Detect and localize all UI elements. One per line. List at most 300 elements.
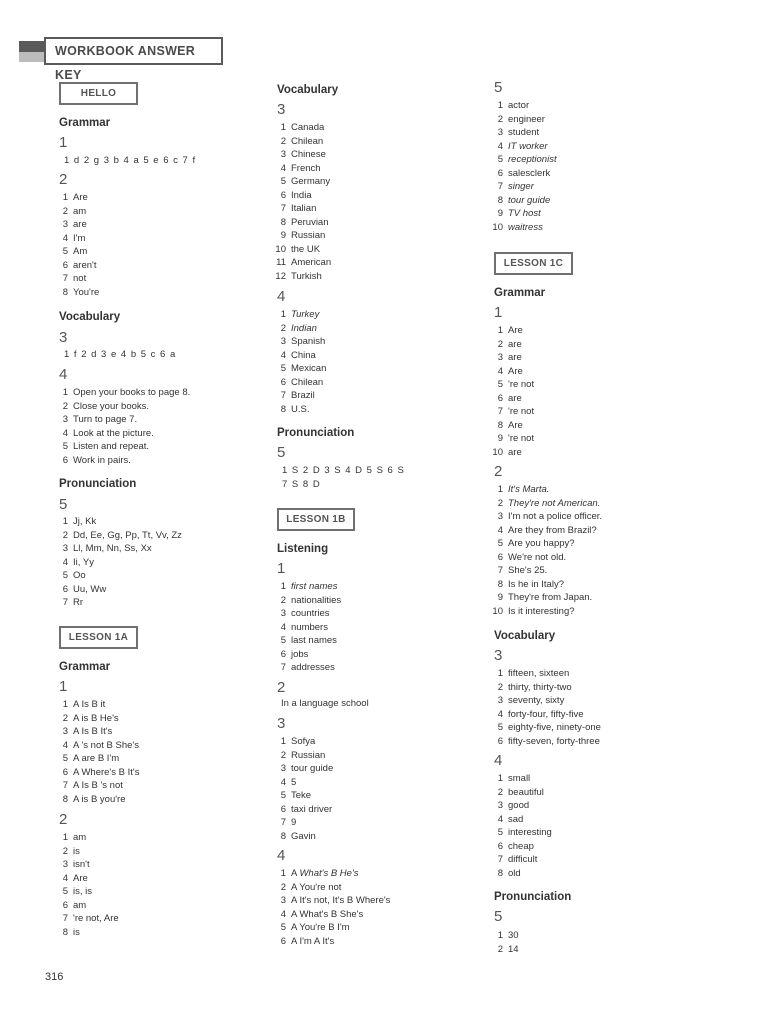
answer-item xyxy=(489,141,548,152)
answer-item-text: Chilean xyxy=(291,376,324,388)
answer-item-text: 're not xyxy=(508,406,535,417)
answer-item xyxy=(489,827,552,838)
answer-item-number: 1 xyxy=(497,100,503,111)
section-lesson-1a: LESSON 1A xyxy=(59,626,138,649)
answer-item-text: last names xyxy=(291,635,337,646)
answer-item xyxy=(272,217,329,228)
answer-item xyxy=(489,579,564,590)
answer-item xyxy=(489,736,600,747)
answer-item-text: forty-four, fifty-five xyxy=(508,708,584,720)
answer-item xyxy=(272,635,337,646)
heading-grammar: Grammar xyxy=(494,287,546,299)
answer-item-text: good xyxy=(508,800,530,811)
answer-item-number: 8 xyxy=(497,419,503,431)
answer-item xyxy=(54,219,87,230)
answer-item-text: first names xyxy=(291,581,338,592)
answer-item-number: 7 xyxy=(497,181,503,192)
answer-item-text: A Is B 's not xyxy=(73,780,123,791)
exercise-number: 3 xyxy=(59,329,68,346)
answer-item xyxy=(54,859,90,870)
answer-item xyxy=(54,233,85,244)
answer-item-number: 3 xyxy=(62,543,68,554)
answer-item-text: are xyxy=(508,446,522,458)
answer-item-number: 8 xyxy=(497,867,503,879)
answer-item-text: Germany xyxy=(291,176,331,187)
answer-item xyxy=(489,854,537,865)
answer-item-number: 3 xyxy=(280,149,286,160)
answer-item xyxy=(54,927,80,938)
answer-item xyxy=(272,895,390,906)
answer-item xyxy=(54,584,106,595)
header-accent-dark xyxy=(19,41,45,52)
answer-item-number: 2 xyxy=(497,943,503,955)
exercise-number: 1 xyxy=(59,134,68,151)
answer-item xyxy=(489,114,545,125)
heading-vocabulary: Vocabulary xyxy=(277,84,339,96)
answer-item-text: beautiful xyxy=(508,786,544,798)
answer-item-text: cheap xyxy=(508,840,534,852)
answer-item-number: 5 xyxy=(280,922,286,933)
answer-item-text: Ii, Yy xyxy=(73,556,94,568)
section-lesson-1c: LESSON 1C xyxy=(494,252,573,275)
answer-item-text: A Is B it xyxy=(73,699,106,710)
answer-item-text: is xyxy=(73,845,80,857)
answer-item-number: 2 xyxy=(280,135,286,147)
answer-item-text: I'm xyxy=(73,232,86,244)
answer-item-number: 8 xyxy=(62,926,68,938)
answer-item-number: 4 xyxy=(497,708,503,720)
answer-item xyxy=(54,387,190,398)
answer-item-text: Dd, Ee, Gg, Pp, Tt, Vv, Zz xyxy=(73,529,182,541)
answer-item-number: 4 xyxy=(280,908,286,920)
answer-item-text: receptionist xyxy=(508,154,557,165)
answer-item xyxy=(489,511,602,522)
answer-item xyxy=(272,271,322,282)
answer-item-number: 5 xyxy=(62,886,68,897)
answer-item xyxy=(489,606,575,617)
answer-item xyxy=(272,136,323,147)
answer-item-text: am xyxy=(73,205,87,217)
answer-item xyxy=(489,339,522,350)
answer-item xyxy=(272,595,341,606)
answer-item xyxy=(54,260,96,271)
answer-item-text: Spanish xyxy=(291,336,326,347)
answer-item-text: addresses xyxy=(291,662,335,673)
answer-item xyxy=(272,190,312,201)
exercise-number: 4 xyxy=(277,288,286,305)
answer-item xyxy=(272,257,331,268)
answer-item xyxy=(54,428,154,439)
answer-item-text: Is it interesting? xyxy=(508,605,575,617)
answer-item-text: Oo xyxy=(73,570,86,581)
answer-item-number: 2 xyxy=(497,113,503,125)
answer-item-text: A are B I'm xyxy=(73,753,120,764)
answer-item-text: Are xyxy=(73,192,88,203)
answer-item xyxy=(54,455,131,466)
answer-item-text: A You're B I'm xyxy=(291,922,350,933)
answer-item-text: old xyxy=(508,867,521,879)
answer-item-number: 6 xyxy=(280,648,286,660)
answer-item xyxy=(489,420,523,431)
answer-item-text: Ll, Mm, Nn, Ss, Xx xyxy=(73,543,152,554)
answer-item xyxy=(489,525,597,536)
answer-item xyxy=(54,441,149,452)
answer-item xyxy=(54,900,86,911)
header-accent-light xyxy=(19,52,45,62)
answer-item-text: Jj, Kk xyxy=(73,516,97,527)
answer-item-number: 7 xyxy=(497,854,503,865)
answer-item-number: 2 xyxy=(497,497,503,509)
answer-item-text: waitress xyxy=(508,221,543,233)
answer-item xyxy=(54,753,119,764)
answer-item-number: 7 xyxy=(280,390,286,401)
answer-item-number: 4 xyxy=(62,232,68,244)
answer-item-number: 1 xyxy=(497,325,503,336)
answer-item xyxy=(272,662,335,673)
answer-item xyxy=(489,406,534,417)
answer-item-number: 10 xyxy=(275,243,286,255)
answer-item-number: 10 xyxy=(492,446,503,458)
answer-item-number: 1 xyxy=(62,192,68,203)
answer-item xyxy=(54,699,105,710)
exercise-number: 2 xyxy=(494,463,503,480)
answer-item-number: 2 xyxy=(497,338,503,350)
answer-item-text: Close your books. xyxy=(73,400,150,412)
answer-line: 1 d 2 g 3 b 4 a 5 e 6 c 7 f xyxy=(64,155,196,166)
answer-item-text: Brazil xyxy=(291,390,315,401)
answer-item-text: A is B He's xyxy=(73,712,119,724)
answer-item-text: Turn to page 7. xyxy=(73,414,138,425)
answer-item-number: 8 xyxy=(280,830,286,842)
answer-item-number: 11 xyxy=(276,257,286,268)
answer-item-text: Am xyxy=(73,246,88,257)
answer-item xyxy=(489,538,575,549)
answer-item xyxy=(489,695,564,706)
answer-item-text: Peruvian xyxy=(291,216,329,228)
answer-item-text: 9 xyxy=(291,817,297,828)
answer-item-number: 9 xyxy=(497,433,503,444)
answer-item-number: 5 xyxy=(497,722,503,733)
answer-item xyxy=(489,787,544,798)
answer-item-text: countries xyxy=(291,608,330,619)
answer-item-number: 5 xyxy=(62,246,68,257)
answer-item xyxy=(272,163,321,174)
answer-item-text: U.S. xyxy=(291,403,310,415)
answer-item-text: engineer xyxy=(508,113,545,125)
answer-item xyxy=(272,149,326,160)
answer-item-text: 're not xyxy=(508,379,535,390)
answer-item xyxy=(54,414,137,425)
answer-item-text: isn't xyxy=(73,859,90,870)
answer-item-number: 3 xyxy=(280,763,286,774)
answer-item xyxy=(54,192,88,203)
answer-item xyxy=(489,366,523,377)
answer-item xyxy=(272,804,332,815)
answer-item-number: 1 xyxy=(497,773,503,784)
answer-item xyxy=(272,882,341,893)
answer-item-text: the UK xyxy=(291,243,321,255)
answer-item-number: 3 xyxy=(497,800,503,811)
answer-item-number: 1 xyxy=(497,668,503,679)
answer-item xyxy=(54,287,99,298)
answer-item-number: 7 xyxy=(280,817,286,828)
answer-item-number: 8 xyxy=(497,194,503,206)
answer-item xyxy=(489,154,557,165)
answer-item-text: Rr xyxy=(73,597,84,608)
answer-item-number: 8 xyxy=(62,793,68,805)
answer-item xyxy=(489,100,529,111)
answer-item xyxy=(272,763,333,774)
answer-item xyxy=(272,363,326,374)
answer-item xyxy=(54,886,92,897)
answer-item xyxy=(272,309,319,320)
answer-item xyxy=(489,552,566,563)
answer-item-text: Teke xyxy=(291,790,312,801)
answer-item-text: tour guide xyxy=(291,763,334,774)
answer-item-number: 4 xyxy=(62,427,68,439)
answer-item xyxy=(489,668,569,679)
answer-item-text: Are xyxy=(508,365,523,377)
answer-item-text: am xyxy=(73,832,87,843)
answer-line: 7 S 8 D xyxy=(282,479,320,490)
heading-vocabulary: Vocabulary xyxy=(59,311,121,323)
answer-item-text: 30 xyxy=(508,930,519,941)
answer-item xyxy=(54,516,96,527)
answer-item xyxy=(489,565,547,576)
answer-item xyxy=(489,773,530,784)
exercise-number: 1 xyxy=(59,678,68,695)
answer-item-number: 10 xyxy=(492,221,503,233)
answer-item xyxy=(272,244,320,255)
answer-item xyxy=(489,195,550,206)
answer-item-text: India xyxy=(291,189,312,201)
answer-item xyxy=(54,873,88,884)
answer-item-number: 5 xyxy=(497,827,503,838)
answer-item-number: 6 xyxy=(62,766,68,778)
answer-item-text: A is B you're xyxy=(73,793,126,805)
answer-item xyxy=(489,181,534,192)
heading-pronunciation: Pronunciation xyxy=(277,427,355,439)
answer-item-text: A Is B It's xyxy=(73,726,113,737)
answer-item xyxy=(272,909,363,920)
answer-item-text: Turkey xyxy=(291,309,320,320)
answer-item-text: student xyxy=(508,127,540,138)
answer-item xyxy=(489,800,529,811)
answer-item-number: 7 xyxy=(62,913,68,924)
answer-item-number: 6 xyxy=(280,935,286,947)
answer-item-number: 4 xyxy=(62,739,68,751)
answer-item-number: 6 xyxy=(497,167,503,179)
answer-item xyxy=(272,336,325,347)
answer-item-text: jobs xyxy=(291,648,309,660)
answer-item-number: 6 xyxy=(280,803,286,815)
answer-item-number: 5 xyxy=(497,379,503,390)
answer-item-text: seventy, sixty xyxy=(508,695,565,706)
answer-item-number: 1 xyxy=(280,581,286,592)
answer-item-number: 3 xyxy=(497,352,503,363)
answer-item-number: 8 xyxy=(62,286,68,298)
answer-item-number: 5 xyxy=(497,154,503,165)
heading-grammar: Grammar xyxy=(59,661,111,673)
answer-item-text: 're not, Are xyxy=(73,913,119,924)
answer-item xyxy=(272,922,350,933)
answer-item xyxy=(272,790,311,801)
answer-item-number: 5 xyxy=(62,441,68,452)
answer-item-number: 1 xyxy=(280,868,286,879)
answer-item-text: is, is xyxy=(73,886,92,897)
answer-item xyxy=(489,484,549,495)
answer-item-number: 3 xyxy=(497,127,503,138)
answer-item-number: 3 xyxy=(280,895,286,906)
answer-item-number: 6 xyxy=(62,259,68,271)
answer-item-text: 5 xyxy=(291,776,297,788)
answer-item-text: Sofya xyxy=(291,736,316,747)
answer-item-text: fifteen, sixteen xyxy=(508,668,570,679)
answer-item-text: Mexican xyxy=(291,363,327,374)
answer-item xyxy=(54,543,152,554)
answer-item xyxy=(489,868,521,879)
answer-item-number: 3 xyxy=(62,859,68,870)
answer-item-text: difficult xyxy=(508,854,538,865)
answer-item xyxy=(54,530,182,541)
answer-item xyxy=(272,122,324,133)
answer-item xyxy=(54,832,86,843)
answer-item-text: Gavin xyxy=(291,830,316,842)
answer-item-number: 5 xyxy=(62,570,68,581)
answer-item-text: Turkish xyxy=(291,270,322,282)
answer-item-text: French xyxy=(291,162,321,174)
answer-item-number: 4 xyxy=(497,365,503,377)
answer-item-number: 9 xyxy=(497,592,503,603)
answer-item-number: 7 xyxy=(62,780,68,791)
answer-item-number: 2 xyxy=(497,681,503,693)
answer-item-number: 3 xyxy=(280,608,286,619)
answer-item-number: 5 xyxy=(280,635,286,646)
answer-item-text: They're from Japan. xyxy=(508,592,593,603)
answer-item-text: tour guide xyxy=(508,194,551,206)
answer-item xyxy=(489,352,522,363)
answer-item-number: 3 xyxy=(280,336,286,347)
answer-item xyxy=(54,740,139,751)
answer-item-number: 7 xyxy=(280,203,286,214)
answer-item-text: Are xyxy=(73,872,88,884)
answer-item xyxy=(272,350,316,361)
answer-item-text: A I'm A It's xyxy=(291,935,335,947)
answer-item xyxy=(272,203,316,214)
answer-item xyxy=(272,176,330,187)
answer-item xyxy=(54,206,86,217)
answer-item xyxy=(489,325,523,336)
answer-item-text: aren't xyxy=(73,259,97,271)
answer-item-text: fifty-seven, forty-three xyxy=(508,735,600,747)
answer-item-text: Indian xyxy=(291,322,317,334)
answer-item-text: are xyxy=(508,392,522,404)
exercise-number: 3 xyxy=(277,101,286,118)
answer-item-text: is xyxy=(73,926,80,938)
answer-item-text: Listen and repeat. xyxy=(73,441,150,452)
answer-item xyxy=(54,767,139,778)
answer-item-number: 4 xyxy=(280,776,286,788)
answer-item-number: 8 xyxy=(497,578,503,590)
answer-item xyxy=(489,379,534,390)
answer-item-number: 4 xyxy=(280,621,286,633)
answer-item-number: 2 xyxy=(62,712,68,724)
answer-item-number: 8 xyxy=(280,403,286,415)
answer-item xyxy=(54,570,86,581)
answer-item-number: 6 xyxy=(497,392,503,404)
answer-item-number: 3 xyxy=(62,726,68,737)
answer-item xyxy=(54,846,80,857)
answer-item-number: 5 xyxy=(280,176,286,187)
answer-item-number: 6 xyxy=(497,551,503,563)
answer-item-number: 2 xyxy=(280,594,286,606)
answer-item-number: 4 xyxy=(497,140,503,152)
answer-item xyxy=(272,230,325,241)
answer-item-number: 3 xyxy=(62,219,68,230)
answer-item xyxy=(272,377,323,388)
answer-item-number: 3 xyxy=(62,414,68,425)
answer-item-text: A What's B She's xyxy=(291,908,364,920)
answer-item xyxy=(489,814,523,825)
answer-item-text: Open your books to page 8. xyxy=(73,387,191,398)
answer-item xyxy=(489,709,584,720)
answer-item-text: Is he in Italy? xyxy=(508,578,564,590)
answer-item-text: A Where's B It's xyxy=(73,766,140,778)
answer-item-text: It's Marta. xyxy=(508,484,550,495)
answer-item-number: 1 xyxy=(280,122,286,133)
section-hello: HELLO xyxy=(59,82,138,105)
answer-item-text: Are you happy? xyxy=(508,538,575,549)
answer-item-text: eighty-five, ninety-one xyxy=(508,722,601,733)
answer-item-number: 2 xyxy=(62,529,68,541)
answer-item-number: 7 xyxy=(497,406,503,417)
answer-item-text: are xyxy=(73,219,87,230)
answer-item xyxy=(54,913,119,924)
answer-item xyxy=(489,208,541,219)
answer-item-number: 4 xyxy=(497,524,503,536)
answer-item-text: sad xyxy=(508,813,524,825)
answer-item xyxy=(54,726,112,737)
answer-item-number: 4 xyxy=(497,813,503,825)
answer-item-text: Are xyxy=(508,325,523,336)
answer-item-text: American xyxy=(291,257,332,268)
answer-item-number: 2 xyxy=(280,881,286,893)
answer-item xyxy=(272,649,308,660)
heading-pronunciation: Pronunciation xyxy=(494,891,572,903)
answer-item-text: A 's not B She's xyxy=(73,739,139,751)
answer-item-number: 4 xyxy=(62,872,68,884)
answer-item-number: 2 xyxy=(62,400,68,412)
answer-item-number: 6 xyxy=(62,583,68,595)
answer-item-text: A What's B He's xyxy=(291,868,359,879)
answer-item-text: interesting xyxy=(508,827,552,838)
answer-item xyxy=(489,447,522,458)
answer-item-text: IT worker xyxy=(508,140,548,152)
answer-item-number: 3 xyxy=(497,695,503,706)
answer-item-text: Uu, Ww xyxy=(73,583,107,595)
answer-item xyxy=(489,841,534,852)
answer-item-number: 1 xyxy=(62,832,68,843)
answer-item xyxy=(272,404,309,415)
answer-item xyxy=(489,930,519,941)
answer-item-number: 10 xyxy=(492,605,503,617)
exercise-number: 4 xyxy=(494,752,503,769)
answer-item-number: 2 xyxy=(280,322,286,334)
answer-item-text: They're not American. xyxy=(508,497,601,509)
exercise-number: 5 xyxy=(494,908,503,925)
answer-item xyxy=(54,713,119,724)
answer-item xyxy=(54,780,123,791)
